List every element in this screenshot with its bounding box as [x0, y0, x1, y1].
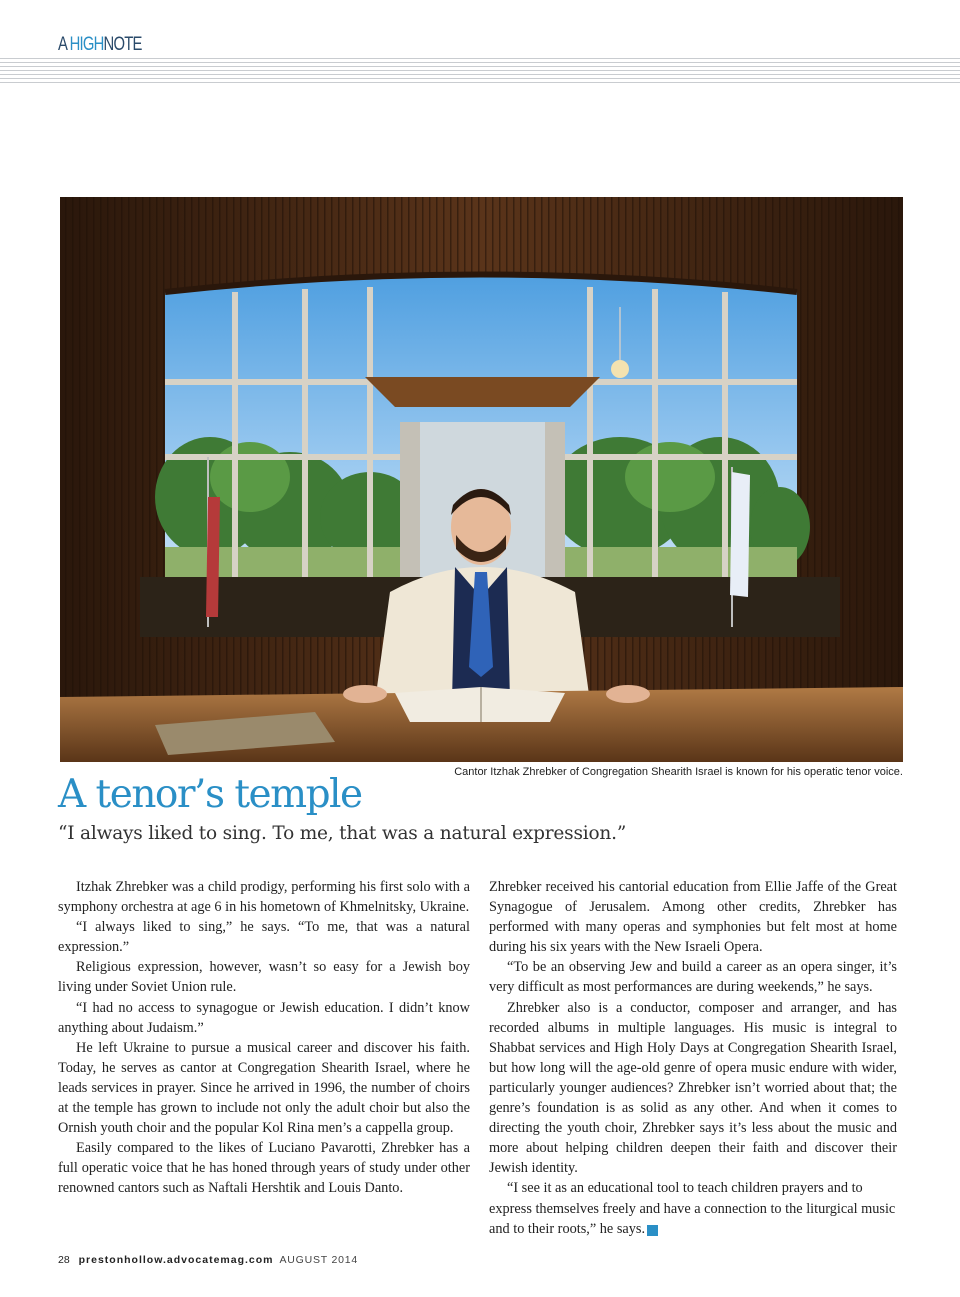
article-deck: “I always liked to sing. To me, that was a natural expression.”: [58, 823, 627, 844]
paragraph: He left Ukraine to pursue a musical career and discover his faith. Today, he serves as cantor at Congregation Shearith Israel, where he leads services in prayer. Since he arrived in 1996, the number of choirs at the temple has grown to include not only the adult choir but also the Ornish youth choir and the popular Kol Rina men’s a cappella group.: [58, 1039, 470, 1137]
final-paragraph: [489, 1178, 897, 1238]
end-mark-icon: a: [647, 1225, 658, 1236]
section-header-high: HIGH: [69, 34, 104, 55]
article-column-right: [489, 877, 897, 1239]
section-header-note: NOTE: [103, 34, 142, 55]
paragraph: “To be an observing Jew and build a career as an opera singer, it’s very difficult as most performances are during weekends,” he says.: [489, 959, 897, 996]
paragraph: “I had no access to synagogue or Jewish education. I didn’t know anything about Judaism.”: [58, 999, 470, 1036]
article-headline: A tenor’s temple: [58, 772, 362, 817]
article-column-left: [58, 877, 470, 1199]
paragraph: Easily compared to the likes of Luciano Pavarotti, Zhrebker has a full operatic voice that he has honed through years of study under other renowned cantors such as Naftali Hershtik and Louis Danto.: [58, 1140, 470, 1197]
cantor-photo: [60, 197, 903, 762]
paragraph: “I always liked to sing,” he says. “To me, that was a natural expression.”: [58, 919, 470, 956]
paragraph: Zhrebker also is a conductor, composer and arranger, and has recorded albums in multiple languages. His music is integral to Shabbat services and High Holy Days at Congregation Shearith Israel, but how long will the age-old genre of opera music endure with wider, particularly younger audiences? Zhrebker isn’t worried about that; the genre’s foundation is as solid as any other. And when it comes to directing the youth choir, Zhrebker says it’s less about the music and more about helping children deepen their faith and discover their Jewish identity.: [489, 999, 897, 1177]
header-rule-lines: [0, 58, 960, 86]
section-header-a: A: [58, 34, 67, 55]
paragraph: Itzhak Zhrebker was a child prodigy, performing his first solo with a symphony orchestra at age 6 in his hometown of Khmelnitsky, Ukraine.: [58, 879, 470, 916]
paragraph: Zhrebker received his cantorial education from Ellie Jaffe of the Great Synagogue of Jerusalem. Among other credits, Zhrebker has performed with many operas and symphonies but felt most at home during his six years with the New Israeli Opera.: [489, 879, 897, 956]
section-header: [58, 34, 142, 56]
photo-caption: Cantor Itzhak Zhrebker of Congregation Shearith Israel is known for his operatic tenor voice.: [454, 766, 903, 778]
page-number: 28: [58, 1254, 70, 1266]
final-paragraph-text: “I see it as an educational tool to teach children prayers and to express themselves freely and have a connection to the liturgical music and to their roots,” he says.: [489, 1180, 896, 1237]
footer-site: prestonhollow.advocatemag.com: [78, 1254, 274, 1266]
footer-issue: AUGUST 2014: [279, 1254, 359, 1266]
page-footer: [58, 1254, 358, 1266]
paragraph: Religious expression, however, wasn’t so easy for a Jewish boy living under Soviet Union rule.: [58, 959, 470, 996]
